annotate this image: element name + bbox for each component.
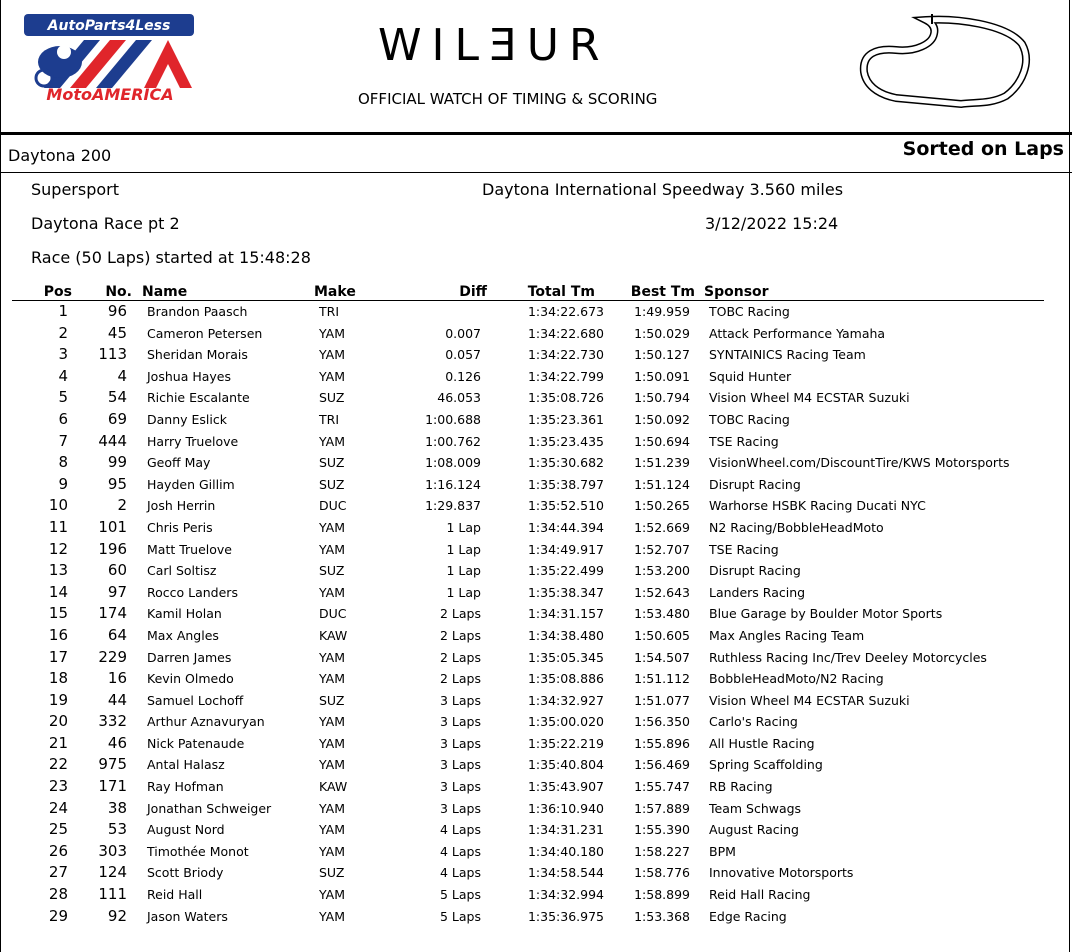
cell-total-time: 1:35:23.361 bbox=[527, 411, 604, 427]
cell-total-time: 1:34:31.157 bbox=[527, 606, 604, 622]
results-table bbox=[0, 284, 1072, 927]
table-row bbox=[0, 366, 1072, 388]
cell-best-time: 1:50.127 bbox=[634, 347, 690, 363]
cell-name: Joshua Hayes bbox=[147, 368, 231, 384]
cell-name: Chris Peris bbox=[147, 519, 213, 535]
cell-best-time: 1:50.794 bbox=[634, 390, 690, 406]
cell-diff: 4 Laps bbox=[440, 822, 481, 838]
sort-note: Sorted on Laps bbox=[902, 138, 1064, 160]
cell-sponsor: RB Racing bbox=[709, 779, 773, 795]
cell-diff: 1:29.837 bbox=[425, 498, 481, 514]
cell-pos: 24 bbox=[48, 798, 68, 817]
header-make: Make bbox=[314, 284, 356, 300]
cell-total-time: 1:34:58.544 bbox=[527, 865, 604, 881]
cell-number: 54 bbox=[107, 388, 127, 407]
cell-total-time: 1:35:52.510 bbox=[527, 498, 604, 514]
header-sponsor: Sponsor bbox=[704, 284, 769, 300]
table-row bbox=[0, 798, 1072, 820]
cell-number: 60 bbox=[107, 561, 127, 580]
cell-name: Antal Halasz bbox=[147, 757, 225, 773]
session-date: 3/12/2022 15:24 bbox=[705, 214, 839, 233]
cell-pos: 11 bbox=[48, 517, 68, 536]
cell-name: Scott Briody bbox=[147, 865, 224, 881]
cell-number: 171 bbox=[98, 777, 127, 796]
cell-sponsor: SYNTAINICS Racing Team bbox=[709, 347, 866, 363]
cell-total-time: 1:35:05.345 bbox=[527, 649, 604, 665]
cell-best-time: 1:50.265 bbox=[634, 498, 690, 514]
cell-pos: 16 bbox=[48, 625, 68, 644]
cell-total-time: 1:34:22.730 bbox=[527, 347, 604, 363]
cell-pos: 28 bbox=[48, 885, 68, 904]
cell-pos: 9 bbox=[58, 474, 68, 493]
cell-best-time: 1:51.077 bbox=[634, 692, 690, 708]
cell-total-time: 1:35:40.804 bbox=[527, 757, 604, 773]
cell-diff: 3 Laps bbox=[440, 735, 481, 751]
cell-best-time: 1:52.707 bbox=[634, 541, 690, 557]
cell-number: 332 bbox=[98, 712, 127, 731]
table-row bbox=[0, 539, 1072, 561]
header-best: Best Tm bbox=[630, 284, 695, 300]
cell-pos: 22 bbox=[48, 755, 68, 774]
cell-make: SUZ bbox=[319, 476, 345, 492]
cell-make: YAM bbox=[319, 519, 346, 535]
cell-sponsor: TSE Racing bbox=[709, 433, 779, 449]
cell-make: YAM bbox=[319, 433, 346, 449]
track-name: Daytona International Speedway 3.560 miles bbox=[482, 180, 844, 199]
cell-total-time: 1:35:23.435 bbox=[527, 433, 604, 449]
cell-pos: 19 bbox=[48, 690, 68, 709]
header-name: Name bbox=[142, 284, 188, 300]
cell-pos: 18 bbox=[48, 669, 68, 688]
cell-total-time: 1:35:08.886 bbox=[527, 671, 604, 687]
cell-sponsor: Warhorse HSBK Racing Ducati NYC bbox=[709, 498, 926, 514]
cell-best-time: 1:50.091 bbox=[634, 368, 690, 384]
cell-number: 99 bbox=[107, 453, 127, 472]
cell-best-time: 1:55.896 bbox=[634, 735, 690, 751]
cell-number: 16 bbox=[107, 669, 127, 688]
cell-pos: 12 bbox=[48, 539, 68, 558]
cell-name: Geoff May bbox=[147, 455, 211, 471]
cell-sponsor: Spring Scaffolding bbox=[709, 757, 823, 773]
table-row bbox=[0, 301, 1072, 323]
cell-make: YAM bbox=[319, 908, 346, 924]
race-start-info: Race (50 Laps) started at 15:48:28 bbox=[31, 248, 311, 267]
cell-make: KAW bbox=[319, 627, 348, 643]
cell-number: 4 bbox=[117, 366, 127, 385]
cell-pos: 6 bbox=[58, 409, 68, 428]
cell-diff: 2 Laps bbox=[440, 627, 481, 643]
table-row bbox=[0, 452, 1072, 474]
cell-total-time: 1:34:38.480 bbox=[527, 627, 604, 643]
cell-sponsor: All Hustle Racing bbox=[709, 735, 815, 751]
cell-best-time: 1:51.112 bbox=[634, 671, 690, 687]
cell-number: 174 bbox=[98, 604, 127, 623]
cell-make: YAM bbox=[319, 325, 346, 341]
table-row bbox=[0, 495, 1072, 517]
logo-main-text: MotoAMERICA bbox=[46, 85, 174, 102]
cell-make: SUZ bbox=[319, 390, 345, 406]
cell-make: YAM bbox=[319, 714, 346, 730]
cell-sponsor: VisionWheel.com/DiscountTire/KWS Motorsports bbox=[709, 455, 1010, 471]
header-no: No. bbox=[105, 284, 132, 300]
cell-diff: 1:00.688 bbox=[425, 411, 481, 427]
table-row bbox=[0, 603, 1072, 625]
cell-number: 64 bbox=[107, 625, 127, 644]
cell-sponsor: BobbleHeadMoto/N2 Racing bbox=[709, 671, 884, 687]
cell-make: YAM bbox=[319, 541, 346, 557]
logo-top-text: AutoParts4Less bbox=[47, 18, 171, 34]
table-row bbox=[0, 862, 1072, 884]
cell-diff: 3 Laps bbox=[440, 800, 481, 816]
table-row bbox=[0, 754, 1072, 776]
cell-diff: 1 Lap bbox=[446, 584, 481, 600]
cell-sponsor: Blue Garage by Boulder Motor Sports bbox=[709, 606, 943, 622]
logo-graphic bbox=[24, 12, 196, 102]
cell-number: 444 bbox=[98, 431, 127, 450]
cell-name: Max Angles bbox=[147, 627, 219, 643]
cell-pos: 4 bbox=[58, 366, 68, 385]
cell-diff: 5 Laps bbox=[440, 908, 481, 924]
class-name: Supersport bbox=[31, 180, 120, 199]
cell-make: YAM bbox=[319, 800, 346, 816]
cell-best-time: 1:53.200 bbox=[634, 563, 690, 579]
cell-best-time: 1:56.469 bbox=[634, 757, 690, 773]
cell-number: 97 bbox=[107, 582, 127, 601]
cell-pos: 14 bbox=[48, 582, 68, 601]
cell-sponsor: August Racing bbox=[709, 822, 799, 838]
cell-make: YAM bbox=[319, 887, 346, 903]
header-total: Total Tm bbox=[527, 284, 595, 300]
cell-pos: 3 bbox=[58, 345, 68, 364]
cell-diff: 3 Laps bbox=[440, 714, 481, 730]
cell-name: Brandon Paasch bbox=[147, 304, 248, 319]
cell-best-time: 1:55.390 bbox=[634, 822, 690, 838]
cell-make: SUZ bbox=[319, 692, 345, 708]
cell-total-time: 1:35:36.975 bbox=[527, 908, 604, 924]
cell-pos: 7 bbox=[58, 431, 68, 450]
cell-sponsor: BPM bbox=[709, 843, 736, 859]
cell-sponsor: Carlo's Racing bbox=[709, 714, 798, 730]
cell-total-time: 1:35:30.682 bbox=[527, 455, 604, 471]
cell-total-time: 1:35:38.797 bbox=[527, 476, 604, 492]
cell-number: 96 bbox=[107, 302, 127, 320]
cell-name: Samuel Lochoff bbox=[147, 692, 244, 708]
cell-pos: 21 bbox=[48, 733, 68, 752]
cell-total-time: 1:34:40.180 bbox=[527, 843, 604, 859]
cell-make: YAM bbox=[319, 671, 346, 687]
table-row bbox=[0, 711, 1072, 733]
cell-total-time: 1:34:44.394 bbox=[527, 519, 604, 535]
cell-best-time: 1:52.643 bbox=[634, 584, 690, 600]
cell-number: 229 bbox=[98, 647, 127, 666]
cell-name: Cameron Petersen bbox=[147, 325, 263, 341]
cell-name: Timothée Monot bbox=[147, 843, 249, 859]
cell-make: KAW bbox=[319, 779, 348, 795]
cell-name: Danny Eslick bbox=[147, 411, 227, 427]
cell-sponsor: Max Angles Racing Team bbox=[709, 627, 865, 643]
table-row bbox=[0, 387, 1072, 409]
cell-best-time: 1:58.227 bbox=[634, 843, 690, 859]
cell-name: Kevin Olmedo bbox=[147, 671, 234, 687]
table-row bbox=[0, 560, 1072, 582]
cell-make: YAM bbox=[319, 822, 346, 838]
cell-total-time: 1:35:38.347 bbox=[527, 584, 604, 600]
brand-tagline: OFFICIAL WATCH OF TIMING & SCORING bbox=[358, 90, 658, 108]
cell-pos: 23 bbox=[48, 777, 68, 796]
cell-total-time: 1:34:22.799 bbox=[527, 368, 604, 384]
cell-name: Arthur Aznavuryan bbox=[147, 714, 265, 730]
title-divider bbox=[0, 172, 1072, 173]
cell-number: 92 bbox=[107, 906, 127, 925]
cell-sponsor: N2 Racing/BobbleHeadMoto bbox=[709, 519, 884, 535]
cell-best-time: 1:58.899 bbox=[634, 887, 690, 903]
cell-number: 111 bbox=[98, 885, 127, 904]
table-row bbox=[0, 668, 1072, 690]
table-row bbox=[0, 409, 1072, 431]
cell-diff: 1:08.009 bbox=[425, 455, 481, 471]
table-row bbox=[0, 776, 1072, 798]
cell-sponsor: Innovative Motorsports bbox=[709, 865, 854, 881]
cell-total-time: 1:34:31.231 bbox=[527, 822, 604, 838]
cell-sponsor: TOBC Racing bbox=[709, 304, 790, 319]
cell-total-time: 1:34:22.680 bbox=[527, 325, 604, 341]
cell-name: Jason Waters bbox=[147, 908, 228, 924]
cell-diff: 2 Laps bbox=[440, 671, 481, 687]
cell-diff: 1:16.124 bbox=[425, 476, 481, 492]
cell-number: 53 bbox=[107, 820, 127, 839]
cell-diff: 4 Laps bbox=[440, 865, 481, 881]
header-diff: Diff bbox=[459, 284, 487, 300]
cell-diff: 46.053 bbox=[437, 390, 481, 406]
cell-name: Sheridan Morais bbox=[147, 347, 248, 363]
cell-pos: 26 bbox=[48, 841, 68, 860]
cell-sponsor: Vision Wheel M4 ECSTAR Suzuki bbox=[709, 692, 910, 708]
cell-best-time: 1:50.092 bbox=[634, 411, 690, 427]
cell-diff: 0.057 bbox=[445, 347, 481, 363]
motoamerica-logo bbox=[24, 12, 196, 102]
cell-total-time: 1:35:00.020 bbox=[527, 714, 604, 730]
cell-best-time: 1:50.029 bbox=[634, 325, 690, 341]
cell-pos: 13 bbox=[48, 561, 68, 580]
cell-best-time: 1:55.747 bbox=[634, 779, 690, 795]
cell-sponsor: Edge Racing bbox=[709, 908, 787, 924]
table-row bbox=[0, 841, 1072, 863]
cell-best-time: 1:52.669 bbox=[634, 519, 690, 535]
table-row bbox=[0, 625, 1072, 647]
cell-best-time: 1:49.959 bbox=[634, 304, 690, 319]
cell-make: TRI bbox=[319, 304, 340, 319]
cell-make: YAM bbox=[319, 347, 346, 363]
cell-pos: 27 bbox=[48, 863, 68, 882]
table-row bbox=[0, 474, 1072, 496]
cell-name: Josh Herrin bbox=[147, 498, 216, 514]
cell-total-time: 1:34:49.917 bbox=[527, 541, 604, 557]
cell-name: Matt Truelove bbox=[147, 541, 232, 557]
cell-total-time: 1:35:22.499 bbox=[527, 563, 604, 579]
cell-best-time: 1:57.889 bbox=[634, 800, 690, 816]
cell-total-time: 1:35:08.726 bbox=[527, 390, 604, 406]
cell-best-time: 1:53.480 bbox=[634, 606, 690, 622]
cell-name: Nick Patenaude bbox=[147, 735, 245, 751]
cell-number: 101 bbox=[98, 517, 127, 536]
cell-diff: 3 Laps bbox=[440, 779, 481, 795]
table-row bbox=[0, 884, 1072, 906]
cell-name: August Nord bbox=[147, 822, 225, 838]
cell-name: Carl Soltisz bbox=[147, 563, 217, 579]
cell-pos: 2 bbox=[58, 323, 68, 342]
cell-sponsor: Ruthless Racing Inc/Trev Deeley Motorcycles bbox=[709, 649, 987, 665]
cell-total-time: 1:36:10.940 bbox=[527, 800, 604, 816]
cell-diff: 1 Lap bbox=[446, 519, 481, 535]
cell-number: 124 bbox=[98, 863, 127, 882]
cell-diff: 0.126 bbox=[445, 368, 481, 384]
cell-sponsor: Disrupt Racing bbox=[709, 563, 801, 579]
cell-name: Jonathan Schweiger bbox=[147, 800, 272, 816]
cell-total-time: 1:34:22.673 bbox=[527, 304, 604, 319]
cell-pos: 10 bbox=[48, 496, 68, 515]
cell-make: YAM bbox=[319, 649, 346, 665]
cell-diff: 0.007 bbox=[445, 325, 481, 341]
cell-sponsor: Team Schwags bbox=[709, 800, 802, 816]
wilbur-brand: WILƎUR bbox=[378, 20, 610, 71]
table-row bbox=[0, 690, 1072, 712]
cell-pos: 15 bbox=[48, 604, 68, 623]
cell-diff: 2 Laps bbox=[440, 606, 481, 622]
cell-best-time: 1:56.350 bbox=[634, 714, 690, 730]
cell-name: Rocco Landers bbox=[147, 584, 238, 600]
cell-make: YAM bbox=[319, 584, 346, 600]
cell-pos: 5 bbox=[58, 388, 68, 407]
cell-make: DUC bbox=[319, 606, 347, 622]
cell-number: 45 bbox=[107, 323, 127, 342]
header-divider bbox=[0, 132, 1072, 135]
cell-make: TRI bbox=[319, 411, 340, 427]
cell-number: 46 bbox=[107, 733, 127, 752]
cell-make: YAM bbox=[319, 368, 346, 384]
cell-total-time: 1:35:43.907 bbox=[527, 779, 604, 795]
table-row bbox=[0, 819, 1072, 841]
cell-name: Darren James bbox=[147, 649, 232, 665]
cell-name: Kamil Holan bbox=[147, 606, 222, 622]
cell-diff: 5 Laps bbox=[440, 887, 481, 903]
cell-total-time: 1:35:22.219 bbox=[527, 735, 604, 751]
cell-make: SUZ bbox=[319, 455, 345, 471]
cell-make: YAM bbox=[319, 757, 346, 773]
table-row bbox=[0, 323, 1072, 345]
cell-diff: 1 Lap bbox=[446, 541, 481, 557]
cell-number: 2 bbox=[117, 496, 127, 515]
cell-sponsor: Disrupt Racing bbox=[709, 476, 801, 492]
table-row bbox=[0, 582, 1072, 604]
cell-best-time: 1:51.124 bbox=[634, 476, 690, 492]
cell-sponsor: Squid Hunter bbox=[709, 368, 792, 384]
header-pos: Pos bbox=[43, 284, 72, 300]
cell-pos: 20 bbox=[48, 712, 68, 731]
cell-number: 95 bbox=[107, 474, 127, 493]
cell-diff: 1 Lap bbox=[446, 563, 481, 579]
table-row bbox=[0, 733, 1072, 755]
session-name: Daytona Race pt 2 bbox=[31, 214, 180, 233]
cell-sponsor: TOBC Racing bbox=[709, 411, 790, 427]
cell-number: 38 bbox=[107, 798, 127, 817]
cell-name: Richie Escalante bbox=[147, 390, 250, 406]
cell-number: 69 bbox=[107, 409, 127, 428]
cell-name: Reid Hall bbox=[147, 887, 203, 903]
cell-make: DUC bbox=[319, 498, 347, 514]
cell-name: Hayden Gillim bbox=[147, 476, 235, 492]
cell-sponsor: TSE Racing bbox=[709, 541, 779, 557]
cell-pos: 29 bbox=[48, 906, 68, 925]
table-header bbox=[0, 284, 1072, 301]
cell-diff: 2 Laps bbox=[440, 649, 481, 665]
cell-number: 44 bbox=[107, 690, 127, 709]
table-body bbox=[0, 301, 1072, 927]
cell-best-time: 1:53.368 bbox=[634, 908, 690, 924]
table-row bbox=[0, 344, 1072, 366]
event-title: Daytona 200 bbox=[8, 146, 112, 165]
cell-pos: 1 bbox=[58, 302, 68, 320]
cell-number: 113 bbox=[98, 345, 127, 364]
cell-best-time: 1:51.239 bbox=[634, 455, 690, 471]
cell-best-time: 1:50.694 bbox=[634, 433, 690, 449]
cell-sponsor: Landers Racing bbox=[709, 584, 806, 600]
cell-sponsor: Attack Performance Yamaha bbox=[709, 325, 886, 341]
cell-pos: 17 bbox=[48, 647, 68, 666]
table-row bbox=[0, 431, 1072, 453]
cell-sponsor: Reid Hall Racing bbox=[709, 887, 811, 903]
cell-diff: 3 Laps bbox=[440, 757, 481, 773]
table-row bbox=[0, 647, 1072, 669]
table-row bbox=[0, 517, 1072, 539]
cell-total-time: 1:34:32.927 bbox=[527, 692, 604, 708]
cell-name: Harry Truelove bbox=[147, 433, 239, 449]
cell-pos: 8 bbox=[58, 453, 68, 472]
cell-make: SUZ bbox=[319, 563, 345, 579]
cell-best-time: 1:58.776 bbox=[634, 865, 690, 881]
cell-name: Ray Hofman bbox=[147, 779, 224, 795]
cell-number: 975 bbox=[98, 755, 127, 774]
cell-number: 303 bbox=[98, 841, 127, 860]
table-row bbox=[0, 906, 1072, 928]
track-outline-icon bbox=[836, 14, 1032, 110]
cell-diff: 1:00.762 bbox=[425, 433, 481, 449]
cell-make: SUZ bbox=[319, 865, 345, 881]
cell-make: YAM bbox=[319, 735, 346, 751]
cell-total-time: 1:34:32.994 bbox=[527, 887, 604, 903]
cell-make: YAM bbox=[319, 843, 346, 859]
cell-diff: 3 Laps bbox=[440, 692, 481, 708]
cell-sponsor: Vision Wheel M4 ECSTAR Suzuki bbox=[709, 390, 910, 406]
cell-diff: 4 Laps bbox=[440, 843, 481, 859]
cell-pos: 25 bbox=[48, 820, 68, 839]
cell-number: 196 bbox=[98, 539, 127, 558]
cell-best-time: 1:54.507 bbox=[634, 649, 690, 665]
cell-best-time: 1:50.605 bbox=[634, 627, 690, 643]
